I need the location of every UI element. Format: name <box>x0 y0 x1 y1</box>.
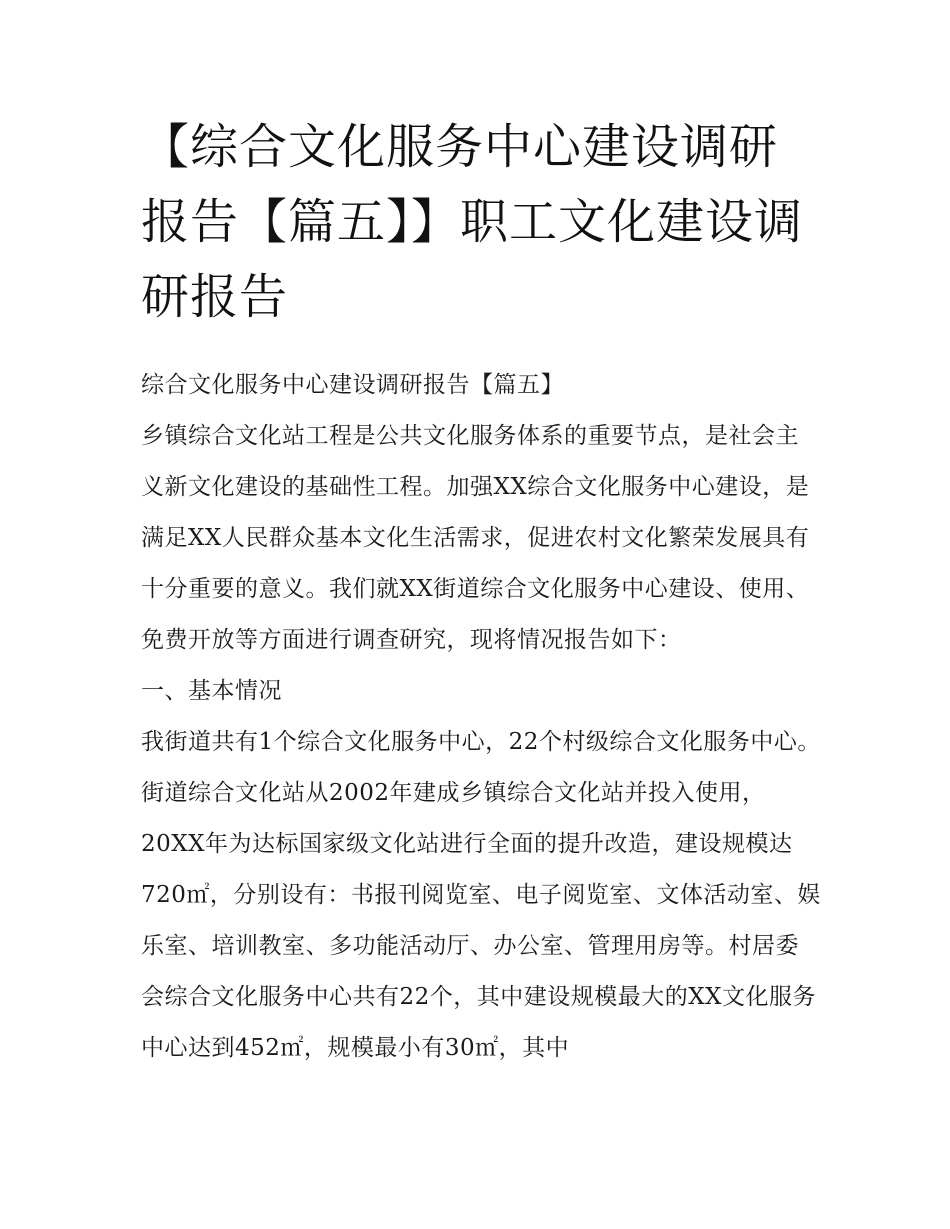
document-title: 【综合文化服务中心建设调研报告【篇五】】职工文化建设调研报告 <box>141 119 804 325</box>
intro-paragraph: 乡镇综合文化站工程是公共文化服务体系的重要节点，是社会主义新文化建设的基础性工程。加强XX综合文化服务中心建设，是满足XX人民群众基本文化生活需求，促进农村文化繁荣发展具有十分重要的意义。我们就XX街道综合文化服务中心建设、使用、免费开放等方面进行调查研究，现将情况报告如下： <box>141 423 810 653</box>
section-heading: 一、基本情况 <box>141 678 282 704</box>
document-body <box>141 360 821 1074</box>
section-paragraph: 我街道共有1个综合文化服务中心，22个村级综合文化服务中心。街道综合文化站从2002年建成乡镇综合文化站并投入使用，20XX年为达标国家级文化站进行全面的提升改造，建设规模达720㎡，分别设有：书报刊阅览室、电子阅览室、文体活动室、娱乐室、培训教室、多功能活动厅、办公室、管理用房等。村居委会综合文化服务中心共有22个，其中建设规模最大的XX文化服务中心达到452㎡，规模最小有30㎡，其中 <box>141 729 821 1061</box>
document-subtitle: 综合文化服务中心建设调研报告【篇五】 <box>141 372 564 398</box>
